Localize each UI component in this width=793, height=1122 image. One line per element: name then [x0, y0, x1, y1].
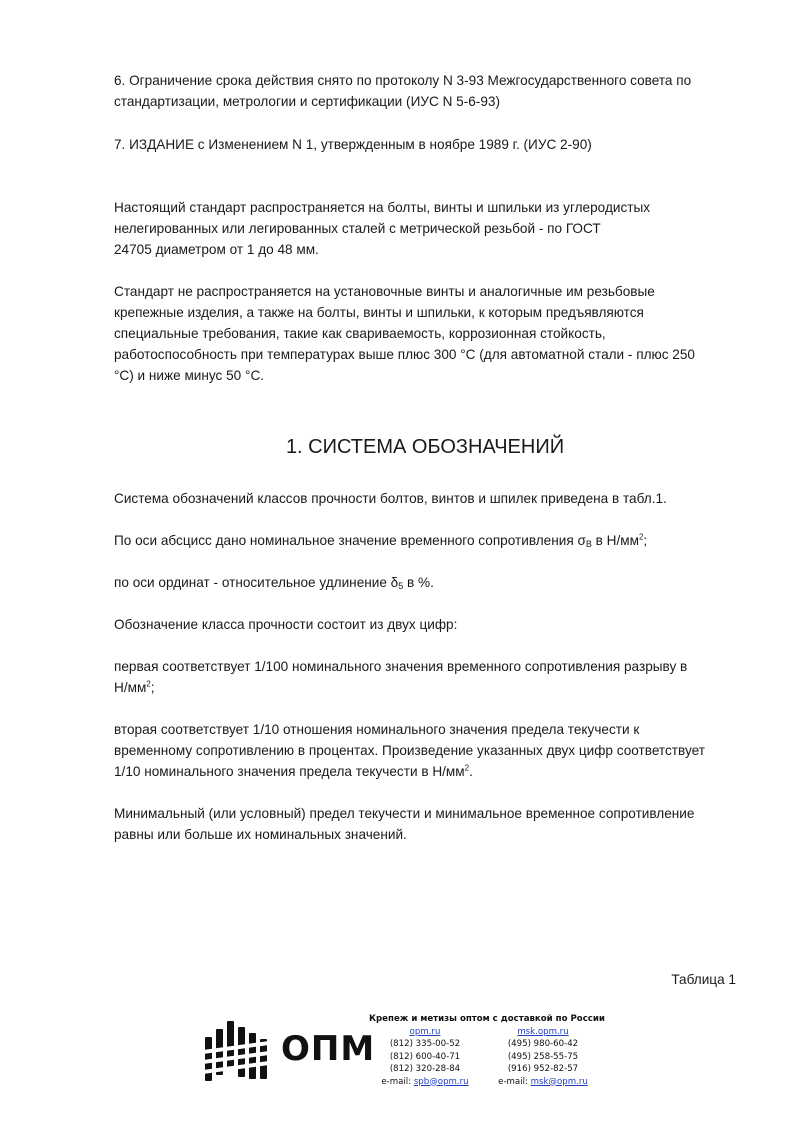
body-paragraph-3	[114, 572, 744, 593]
body-p5-line-2	[114, 677, 744, 698]
body-p6-line-3	[114, 761, 744, 782]
item-6-line-1: 6. Ограничение срока действия снято по протоколу N 3-93 Межгосударственного совета по	[114, 73, 692, 88]
spb-site-link[interactable]: opm.ru	[409, 1026, 441, 1037]
body-p2-line	[114, 530, 744, 551]
body-p3-line	[114, 572, 744, 593]
body-p2-pre: По оси абсцисс дано номинальное значение временного сопротивления σ	[114, 533, 586, 548]
body-p1-text: Система обозначений классов прочности болтов, винтов и шпилек приведена в табл.1.	[114, 491, 667, 506]
body-p6-line-3-post: .	[469, 764, 473, 779]
scope-line-3: 24705 диаметром от 1 до 48 мм.	[114, 242, 319, 257]
footer-tagline: Крепеж и метизы оптом с доставкой по России	[369, 1014, 605, 1024]
body-paragraph-4	[114, 614, 744, 635]
item-7-paragraph	[114, 134, 744, 155]
body-p6-line-1: вторая соответствует 1/10 отношения номинального значения предела текучести к	[114, 722, 640, 737]
scope-line-2: нелегированных или легированных сталей с метрической резьбой - по ГОСТ	[114, 221, 601, 236]
body-p3-post: в %.	[403, 575, 434, 590]
spb-email-label: e-mail:	[381, 1076, 412, 1087]
scope-line-1: Настоящий стандарт распространяется на болты, винты и шпильки из углеродистых	[114, 200, 651, 215]
exclusion-line-2: крепежные изделия, а также на болты, винты и шпильки, к которым предъявляются	[114, 305, 644, 320]
body-p2-post: ;	[643, 533, 648, 548]
body-p4-text: Обозначение класса прочности состоит из двух цифр:	[114, 617, 458, 632]
unit-superscript: 2	[638, 532, 644, 542]
msk-contacts	[487, 1026, 599, 1089]
msk-site-link[interactable]: msk.opm.ru	[517, 1026, 569, 1037]
body-paragraph-2	[114, 530, 744, 551]
scope-paragraph	[114, 197, 744, 260]
body-p6-line-3-pre: 1/10 номинального значения предела текучести в Н/мм	[114, 764, 465, 779]
body-p3-pre: по оси ординат - относительное удлинение δ	[114, 575, 399, 590]
opm-logo-text: ОПМ	[281, 1029, 376, 1069]
item-6-line-2: стандартизации, метрологии и сертификации (ИУС N 5-6-93)	[114, 94, 500, 109]
footer	[203, 1011, 603, 1101]
body-p5-line-2-post: ;	[150, 680, 155, 695]
msk-phone-3: (916) 952-82-57	[507, 1064, 579, 1074]
footer-contacts	[369, 1013, 605, 1088]
spb-phone-2: (812) 600-40-71	[389, 1051, 461, 1062]
delta-subscript: 5	[398, 581, 404, 591]
body-p7-line-2: равны или больше их номинальных значений.	[114, 827, 407, 842]
msk-phone-1: (495) 980-60-42	[507, 1039, 579, 1049]
spb-contacts	[369, 1026, 481, 1089]
body-paragraph-6	[114, 719, 744, 782]
opm-logo-icon	[203, 1017, 269, 1087]
sigma-subscript: В	[585, 539, 592, 549]
section-title: 1. СИСТЕМА ОБОЗНАЧЕНИЙ	[285, 436, 565, 458]
spb-phone-1: (812) 335-00-52	[389, 1039, 461, 1049]
body-p7-line-1: Минимальный (или условный) предел текучести и минимальное временное сопротивление	[114, 806, 695, 821]
body-p2-mid: в Н/мм	[591, 533, 639, 548]
body-p5-line-1: первая соответствует 1/100 номинального значения временного сопротивления разрыву в	[114, 659, 688, 674]
unit-superscript: 2	[464, 763, 470, 773]
msk-email-label: e-mail:	[498, 1076, 528, 1087]
spb-email-link[interactable]: spb@opm.ru	[413, 1076, 469, 1087]
table-label: Таблица 1	[671, 972, 736, 987]
body-p5-line-2-pre: Н/мм	[114, 680, 147, 695]
body-paragraph-7	[114, 803, 744, 845]
msk-email-link[interactable]: msk@opm.ru	[530, 1076, 588, 1087]
exclusion-paragraph	[114, 281, 744, 386]
exclusion-line-1: Стандарт не распространяется на установочные винты и аналогичные им резьбовые	[114, 284, 655, 299]
exclusion-line-3: специальные требования, такие как свариваемость, коррозионная стойкость,	[114, 326, 606, 341]
msk-phone-2: (495) 258-55-75	[507, 1051, 579, 1062]
body-paragraph-5	[114, 656, 744, 698]
item-7-line-1: 7. ИЗДАНИЕ с Изменением N 1, утвержденным в ноябре 1989 г. (ИУС 2-90)	[114, 137, 592, 152]
body-p6-line-2: временному сопротивлению в процентах. Произведение указанных двух цифр соответствует	[114, 743, 705, 758]
exclusion-line-5: °С) и ниже минус 50 °С.	[114, 368, 265, 383]
body-paragraph-1	[114, 488, 744, 509]
unit-superscript: 2	[146, 679, 151, 689]
exclusion-line-4: работоспособность при температурах выше плюс 300 °С (для автоматной стали - плюс 250	[114, 347, 695, 362]
contact-columns	[369, 1026, 599, 1089]
spb-phone-3: (812) 320-28-84	[389, 1064, 461, 1074]
item-6-paragraph	[114, 70, 744, 112]
